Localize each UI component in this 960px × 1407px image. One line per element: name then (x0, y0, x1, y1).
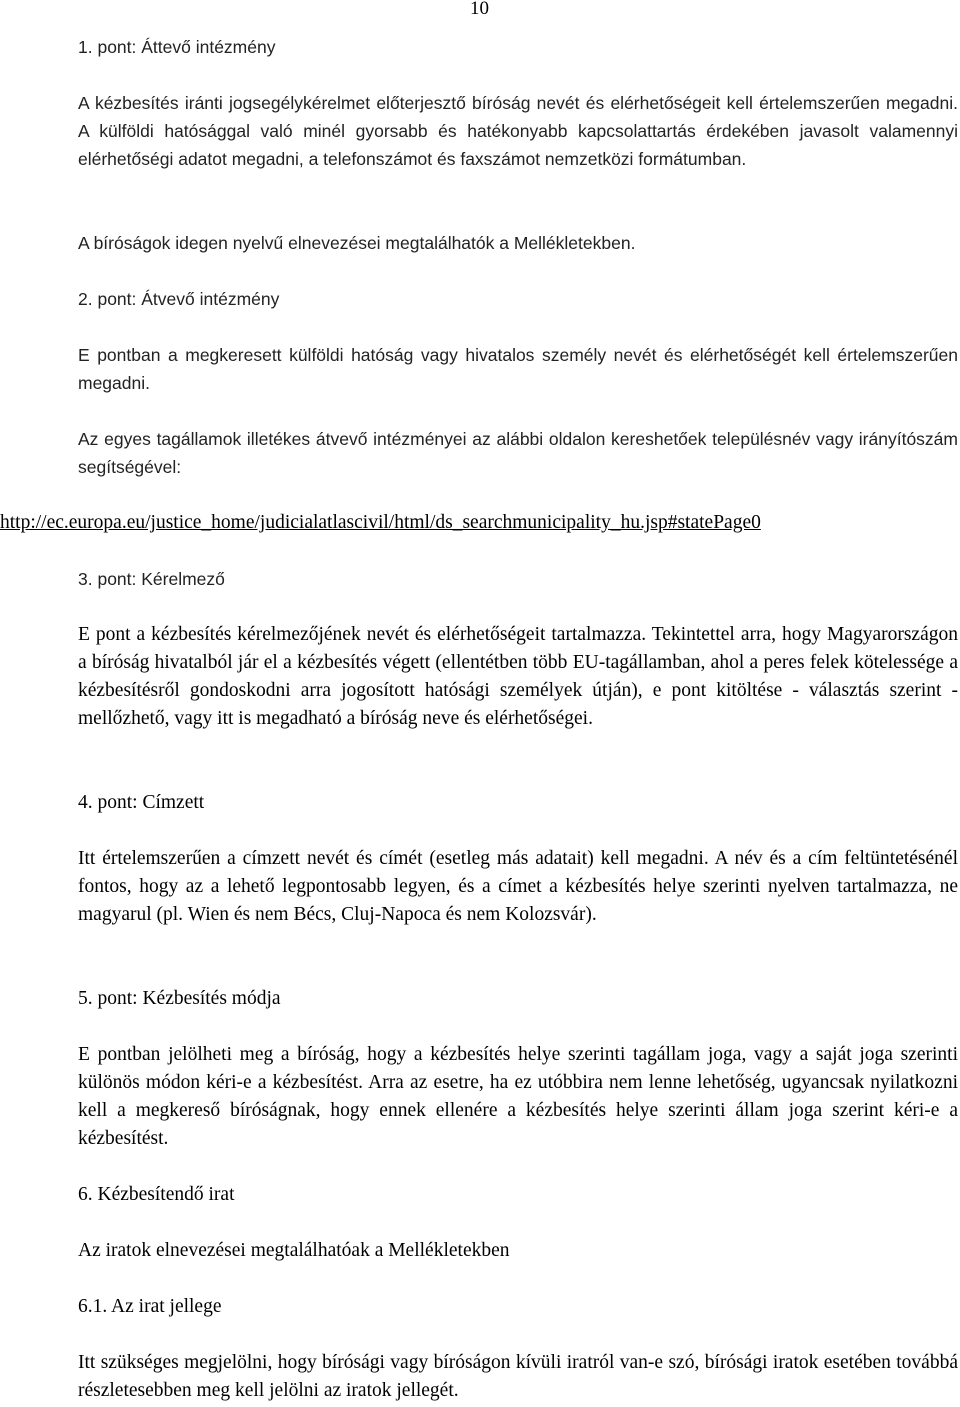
section-5-heading: 5. pont: Kézbesítés módja (78, 988, 281, 1009)
section-6-1-heading: 6.1. Az irat jellege (78, 1296, 222, 1317)
section-1-paragraph-2: A bíróságok idegen nyelvű elnevezései megtalálhatók a Mellékletekben. (78, 233, 636, 253)
section-1-paragraph-1: A kézbesítés iránti jogsegélykérelmet előterjesztő bíróság nevét és elérhetőségeit kell értelemszerűen megadni. A külföldi hatósággal való minél gyorsabb és hatékonyabb kapcsolattartás érdekében javasolt valamennyi elérhetőségi adatot megadni, a telefonszámot és faxszámot nemzetközi formátumban. (78, 93, 958, 169)
section-1-heading: 1. pont: Áttevő intézmény (78, 37, 276, 57)
section-2-heading: 2. pont: Átvevő intézmény (78, 289, 280, 309)
section-3-paragraph-1: E pont a kézbesítés kérelmezőjének nevét és elérhetőségeit tartalmazza. Tekintettel arra, hogy Magyarországon a bíróság hivatalból jár el a kézbesítés végett (ellentétben több EU-tagállamban, ahol a peres felek kötelessége a kézbesítésről gondoskodni arra jogosított hatósági személyek útján), e pont kitöltése - választás szerint - mellőzhető, vagy itt is megadható a bíróság neve és elérhetőségei. (78, 624, 958, 729)
section-6-heading: 6. Kézbesítendő irat (78, 1184, 235, 1205)
judicial-atlas-link[interactable]: http://ec.europa.eu/justice_home/judicialatlascivil/html/ds_searchmunicipality_hu.jsp#statePage0 (0, 512, 761, 533)
section-2-paragraph-1: E pontban a megkeresett külföldi hatóság vagy hivatalos személy nevét és elérhetőségét kell értelemszerűen megadni. (78, 345, 958, 393)
section-4-heading: 4. pont: Címzett (78, 792, 205, 813)
page-number: 10 (470, 0, 489, 19)
section-3-heading: 3. pont: Kérelmező (78, 569, 225, 589)
section-2-paragraph-2: Az egyes tagállamok illetékes átvevő intézményei az alábbi oldalon kereshetőek településnév vagy irányítószám segítségével: (78, 429, 958, 477)
section-4-paragraph-1: Itt értelemszerűen a címzett nevét és címét (esetleg más adatait) kell megadni. A név és a cím feltüntetésénél fontos, hogy az a lehető legpontosabb legyen, és a címet a kézbesítés helye szerinti nyelven tartalmazza, ne magyarul (pl. Wien és nem Bécs, Cluj-Napoca és nem Kolozsvár). (78, 848, 958, 925)
section-6-paragraph-1: Az iratok elnevezései megtalálhatóak a Mellékletekben (78, 1240, 510, 1261)
section-5-paragraph-1: E pontban jelölheti meg a bíróság, hogy a kézbesítés helye szerinti tagállam joga, vagy a saját joga szerinti különös módon kéri-e a kézbesítést. Arra az esetre, ha ez utóbbira nem lenne lehetőség, ugyancsak nyilatkozni kell a megkereső bíróságnak, hogy ennek ellenére a kézbesítés helye szerinti állam joga szerint kéri-e a kézbesítést. (78, 1044, 958, 1149)
section-6-1-paragraph-1: Itt szükséges megjelölni, hogy bírósági vagy bíróságon kívüli iratról van-e szó, bírósági iratok esetében továbbá részletesebben meg kell jelölni az iratok jellegét. (78, 1352, 958, 1401)
